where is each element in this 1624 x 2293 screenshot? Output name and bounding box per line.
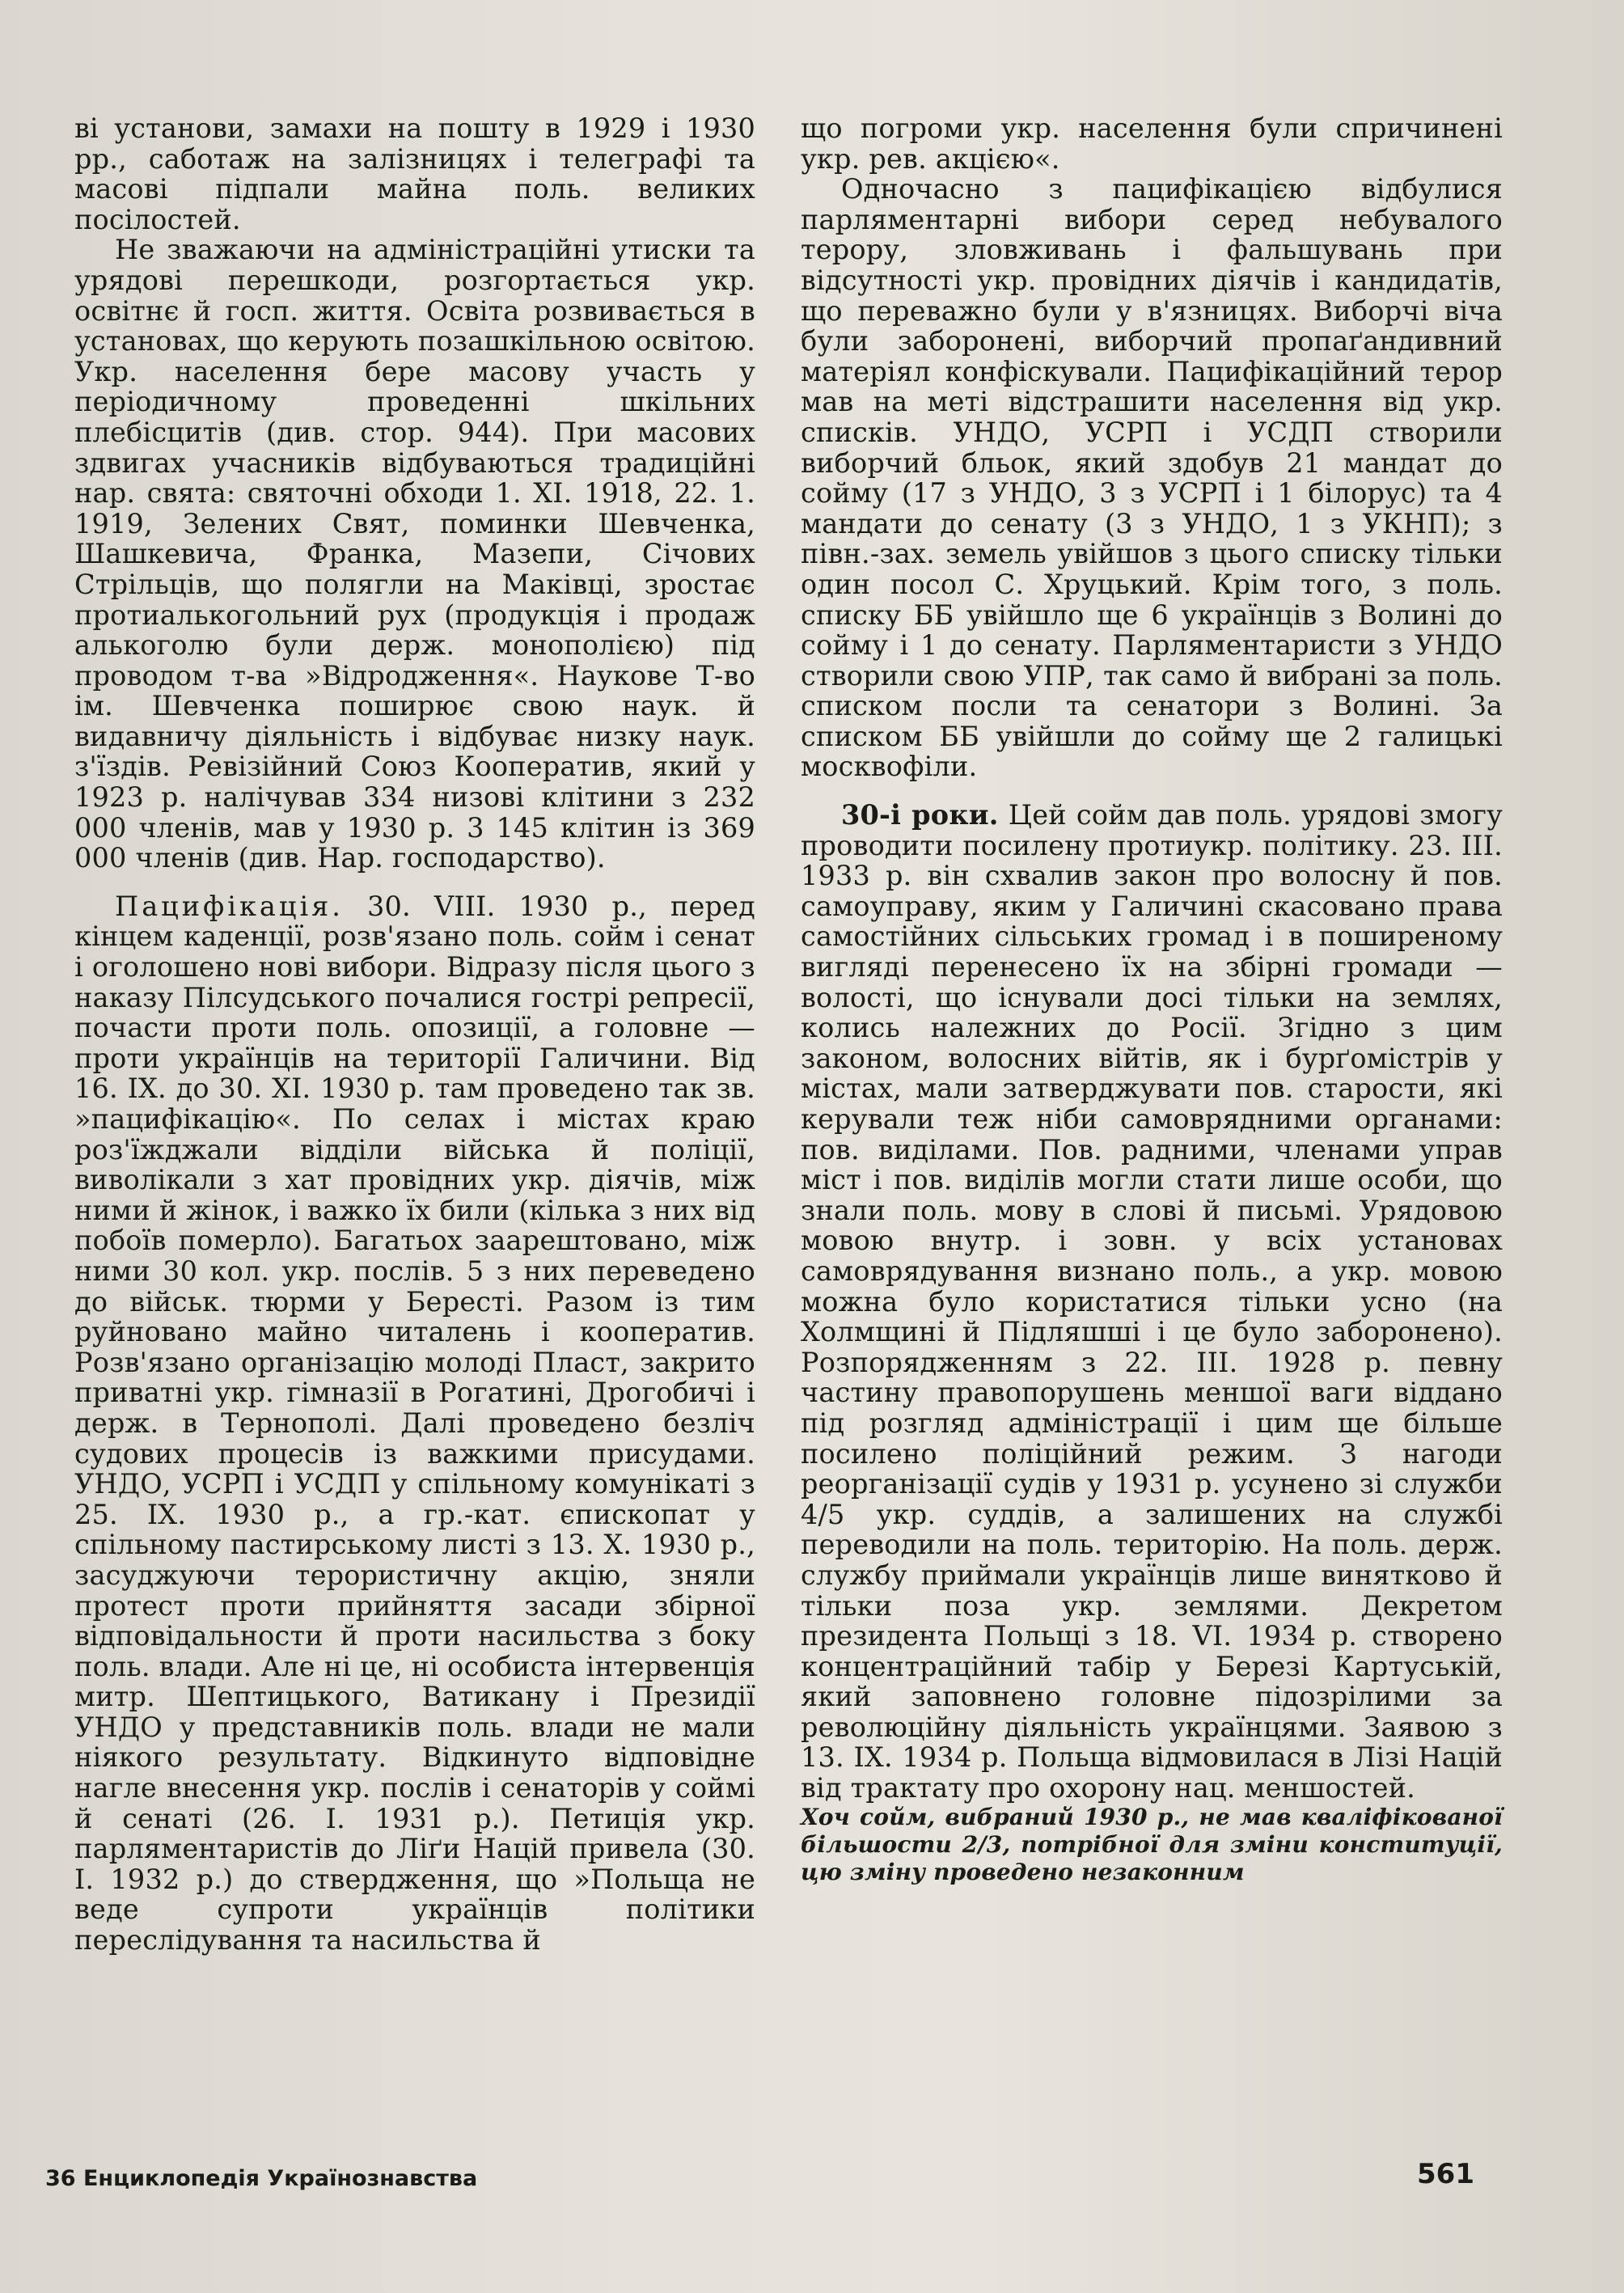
footer-signature: 36 Енциклопедія Українознавства [45,2166,478,2191]
right-column [801,113,1503,1886]
right-paragraph-2: Одночасно з пацифікацією відбулися парляментарні вибори серед небувалого терору, зловживань і фальшувань при відсутності укр. провідних діячів і кандидатів, що переважно були у в'язницях. Виборчі віча були заборонені, виборчий пропаґандивний матеріял конфіскували. Пацифікаційний терор мав на меті відстрашити населення від укр. списків. УНДО, УСРП і УСДП створили виборчий бльок, який здобув 21 мандат до сойму (17 з УНДО, 3 з УСРП і 1 білорус) та 4 мандати до сенату (3 з УНДО, 1 з УКНП); з півн.-зах. земель увійшов з цього списку тільки один посол С. Хруцький. Крім того, з поль. списку ББ увійшло ще 6 українців з Волині до сойму і 1 до сенату. Парляментаристи з УНДО створили свою УПР, так само й вибрані за поль. списком посли та сенатори з Волині. За списком ББ увійшли до сойму ще 2 галицькі москвофіли. [801,173,1503,783]
left-paragraph-1: ві установи, замахи на пошту в 1929 і 1930 рр., саботаж на залізницях і телеграфі та масові підпали майна поль. великих посілостей. [74,112,755,235]
right-paragraph-3-text: Цей сойм дав поль. урядові змогу проводити посилену протиукр. політику. 23. III. 1933 р. він схвалив закон про волосну й пов. самоуправу, яким у Галичині скасовано права самостійних сільських громад і в поширеному вигляді перенесено їх на збірні громади — волості, що існували досі тільки на землях, колись належних до Росії. Згідно з цим законом, волосних війтів, як і бурґомістрів у містах, мали затверджувати пов. старости, які керували теж ніби самоврядними органами: пов. виділами. Пов. радними, членами управ міст і пов. виділів могли стати лише особи, що знали поль. мову в слові й письмі. Урядовою мовою внутр. і зовн. у всіх установах самоврядування визнано поль., а укр. мовою можна було користатися тільки усно (на Холмщині й Підляшші і це було заборонено). Розпорядженням з 22. III. 1928 р. певну частину правопорушень меншої ваги віддано під розгляд адміністрації і цим ще більше посилено поліційний режим. З нагоди реорганізації судів у 1931 р. усунено зі служби 4/5 укр. суддів, а залишених на службі переводили на поль. територію. На поль. держ. службу приймали українців лише винятково й тільки поза укр. землями. Декретом президента Польщі з 18. VI. 1934 р. створено концентраційний табір у Березі Картуській, який заповнено головне підозрілими за революційну діяльність українцями. Заявою з 13. IX. 1934 р. Польща відмовилася в Лізі Націй від трактату про охорону нац. меншостей. [801,799,1503,1804]
section-heading-30s: 30-і роки. [841,799,999,831]
left-paragraph-3-text: 30. VIII. 1930 р., перед кінцем каденції, розв'язано поль. сойм і сенат і оголошено нові вибори. Відразу після цього з наказу Пілсудського почалися гострі репресії, почасти проти поль. опозиції, а головне — проти українців на території Галичини. Від 16. IX. до 30. XI. 1930 р. там проведено так зв. »пацифікацію«. По селах і містах краю роз'їжджали відділи війська й поліції, виволікали з хат провідних укр. діячів, між ними й жінок, і важко їх били (кілька з них від побоїв померло). Багатьох заарештовано, між ними 30 кол. укр. послів. 5 з них переведено до військ. тюрми у Бересті. Разом із тим руйновано майно читалень і кооператив. Розв'язано організацію молоді Пласт, закрито приватні укр. гімназії в Рогатині, Дрогобичі і держ. в Тернополі. Далі проведено безліч судових процесів із важкими присудами. УНДО, УСРП і УСДП у спільному комунікаті з 25. IX. 1930 р., а гр.-кат. єпископат у спільному пастирському листі з 13. X. 1930 р., засуджуючи терористичну акцію, зняли протест проти прийняття засади збірної відповідальности й проти насильства з боку поль. влади. Але ні це, ні особиста інтервенція митр. Шептицького, Ватикану і Президії УНДО у представників поль. влади не мали ніякого результату. Відкинуто відповідне нагле внесення укр. послів і сенаторів у соймі й сенаті (26. I. 1931 р.). Петиція укр. парляментаристів до Ліґи Націй привела (30. I. 1932 р.) до ствердження, що »Польща не веде супроти українців політики переслідування та насильства й [74,890,755,1957]
right-paragraph-3 [801,800,1503,1804]
left-paragraph-3 [74,891,755,1956]
right-paragraph-1: що погроми укр. населення були спричинені укр. рев. акцією«. [801,112,1503,175]
section-heading-pacification: Пацифікація. [115,890,344,922]
page-number: 561 [1417,2158,1474,2190]
left-column [74,113,755,1956]
left-paragraph-2: Не зважаючи на адміністраційні утиски та урядові перешкоди, розгортається укр. освітнє й госп. життя. Освіта розвивається в установах, що керують позашкільною освітою. Укр. населення бере масову участь у періодичному проведенні шкільних плебісцитів (див. стор. 944). При масових здвигах учасників відбуваються традиційні нар. свята: святочні обходи 1. XI. 1918, 22. 1. 1919, Зелених Свят, поминки Шевченка, Шашкевича, Франка, Мазепи, Січових Стрільців, що полягли на Маківці, зростає протиалькогольний рух (продукція і продаж алькоголю були держ. монополією) під проводом т-ва »Відродження«. Наукове Т-во ім. Шевченка поширює свою наук. й видавничу діяльність і відбуває низку наук. з'їздів. Ревізійний Союз Кооператив, який у 1923 р. налічував 334 низові клітини з 232 000 членів, мав у 1930 р. 3 145 клітин із 369 000 членів (див. Нар. господарство). [74,234,755,874]
footnote-paragraph: Хоч сойм, вибраний 1930 р., не мав кваліфікованої більшости 2/3, потрібної для зміни конституції, цю зміну проведено незаконним [801,1803,1503,1885]
